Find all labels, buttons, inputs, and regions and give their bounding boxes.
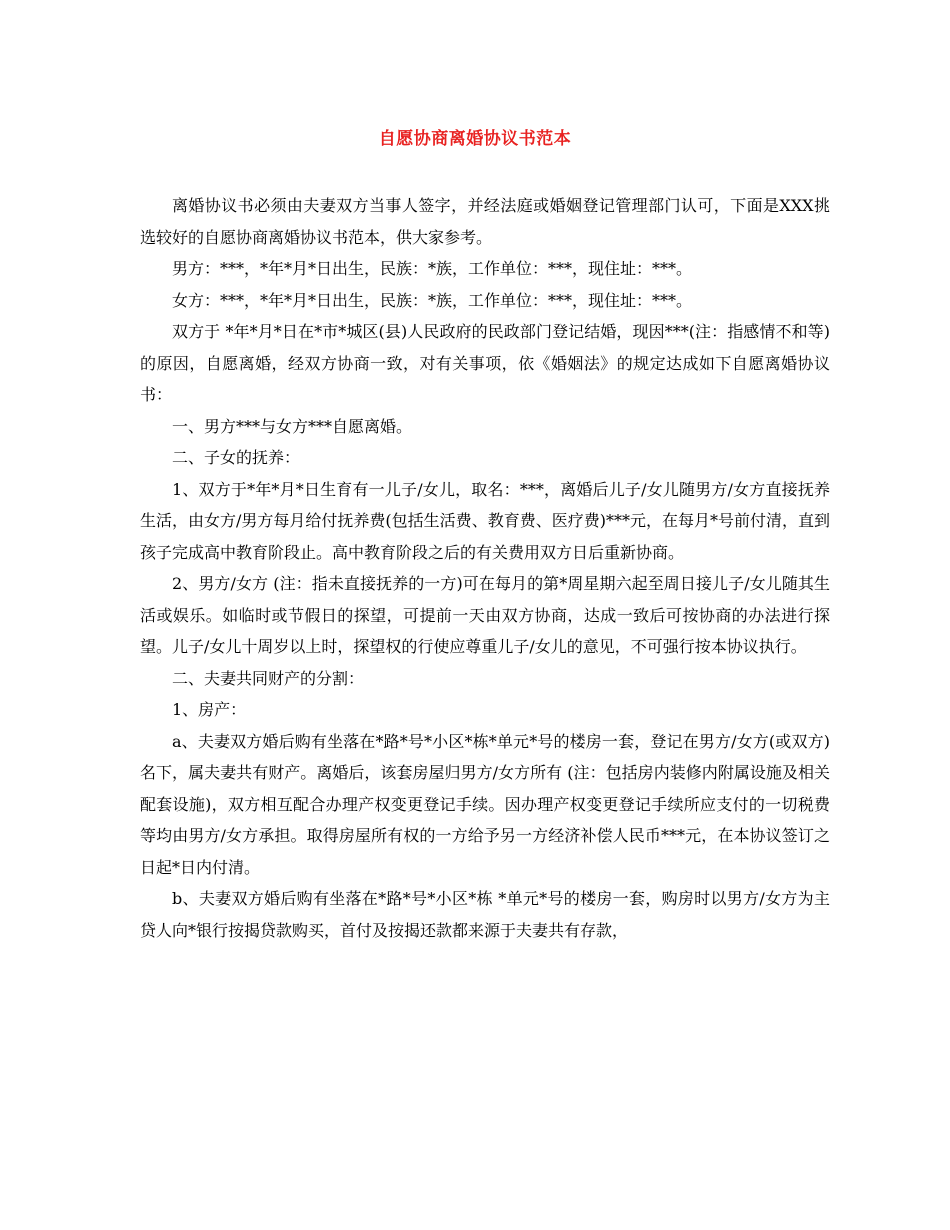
- subsection-real-estate: 1、房产：: [172, 700, 247, 719]
- document-body: [140, 190, 830, 946]
- clause-visitation: 2、男方/女方 (注：指未直接抚养的一方)可在每月的第*周星期六起至周日接儿子/女儿随其生活或娱乐。如临时或节假日的探望，可提前一天由双方协商，达成一致后可按协商的办法进行探望。儿子/女儿十周岁以上时，探望权的行使应尊重儿子/女儿的意见，不可强行按本协议执行。: [140, 574, 830, 656]
- clause-divorce: 一、男方***与女方***自愿离婚。: [172, 416, 413, 436]
- clause-real-estate-b: b、夫妻双方婚后购有坐落在*路*号*小区*栋 *单元*号的楼房一套，购房时以男方/女方为主贷人向*银行按揭贷款购买，首付及按揭还款都来源于夫妻共有存款，: [140, 889, 830, 940]
- paragraph-intro: 离婚协议书必须由夫妻双方当事人签字，并经法庭或婚姻登记管理部门认可，下面是XXX挑选较好的自愿协商离婚协议书范本，供大家参考。: [140, 196, 830, 247]
- paragraph-marriage-background: 双方于 *年*月*日在*市*城区(县)人民政府的民政部门登记结婚，现因***(注：指感情不和等)的原因，自愿离婚，经双方协商一致，对有关事项，依《婚姻法》的规定达成如下自愿离婚协议书：: [140, 322, 830, 404]
- document-title: 自愿协商离婚协议书范本: [378, 129, 572, 149]
- section-property-division: 二、夫妻共同财产的分割：: [172, 668, 365, 688]
- paragraph-male-party: 男方：***，*年*月*日出生，民族：*族，工作单位：***，现住址：***。: [172, 259, 693, 278]
- paragraph-female-party: 女方：***，*年*月*日出生，民族：*族，工作单位：***，现住址：***。: [172, 290, 693, 310]
- clause-real-estate-a: a、夫妻双方婚后购有坐落在*路*号*小区*栋*单元*号的楼房一套，登记在男方/女方(或双方)名下，属夫妻共有财产。离婚后，该套房屋归男方/女方所有 (注：包括房内装修内附属设施及相关配套设施)，双方相互配合办理产权变更登记手续。因办理产权变更登记手续所应支付的一切税费等均由男方/女方承担。取得房屋所有权的一方给予另一方经济补偿人民币***元，在本协议签订之日起*日内付清。: [140, 731, 830, 877]
- clause-child-support: 1、双方于*年*月*日生育有一儿子/女儿，取名：***，离婚后儿子/女儿随男方/女方直接抚养生活，由女方/男方每月给付抚养费(包括生活费、教育费、医疗费)***元，在每月*号前付清，直到孩子完成高中教育阶段止。高中教育阶段之后的有关费用双方日后重新协商。: [140, 479, 830, 562]
- section-child-custody: 二、子女的抚养：: [172, 448, 301, 467]
